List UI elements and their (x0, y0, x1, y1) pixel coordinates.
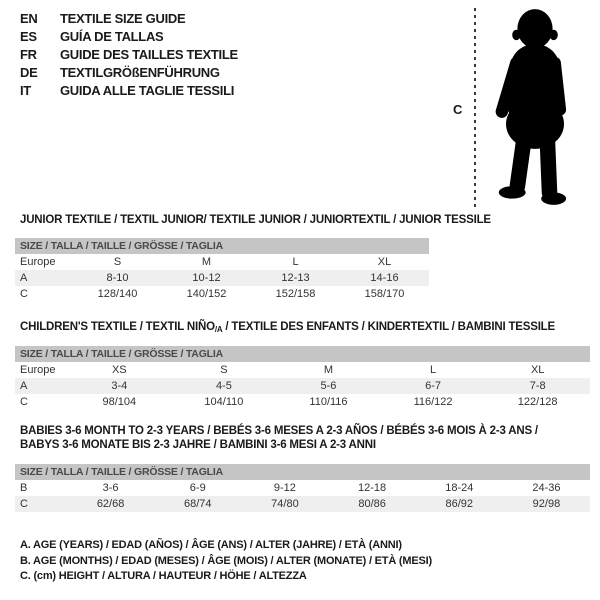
lang-code: EN (20, 11, 38, 26)
size-cell: XL (377, 256, 392, 268)
height-cell: 104/110 (204, 396, 244, 408)
size-cell: L (430, 364, 437, 376)
table-row-age-months (15, 480, 590, 496)
row-label: C (20, 288, 28, 300)
height-cell: 68/74 (183, 498, 212, 510)
junior-table-title: JUNIOR TEXTILE / TEXTIL JUNIOR/ TEXTILE JUNIOR / JUNIORTEXTIL / JUNIOR TESSILE (20, 214, 491, 226)
table-row-height (15, 394, 590, 410)
table-row-europe (15, 254, 429, 270)
size-cell: M (323, 364, 334, 376)
height-cell: 152/158 (275, 288, 316, 300)
table-row-age (15, 378, 590, 394)
babies-table-title (20, 425, 538, 452)
size-cell: S (113, 256, 122, 268)
age-cell: 9-12 (273, 482, 296, 494)
age-cell: 6-9 (189, 482, 206, 494)
age-cell: 3-4 (111, 380, 128, 392)
age-cell: 12-13 (281, 272, 310, 284)
table-row-age (15, 270, 429, 286)
lang-label: TEXTILE SIZE GUIDE (60, 11, 186, 26)
age-cell: 18-24 (445, 482, 474, 494)
lang-code: IT (20, 83, 31, 98)
size-header-bar: SIZE / TALLA / TAILLE / GRÖSSE / TAGLIA (15, 346, 590, 362)
height-measure-dotted-line (474, 8, 476, 207)
table-row-europe (15, 362, 590, 378)
height-cell: 122/128 (517, 396, 558, 408)
height-cell: 92/98 (532, 498, 561, 510)
children-title-text: / TEXTILE DES ENFANTS / KINDERTEXTIL / BAMBINI TESSILE (222, 321, 555, 333)
lang-code: FR (20, 47, 37, 62)
lang-row-fr (20, 46, 238, 64)
size-cell: XS (111, 364, 127, 376)
age-cell: 4-5 (215, 380, 232, 392)
children-table-title (20, 321, 555, 334)
age-cell: 3-6 (102, 482, 119, 494)
height-cell: 128/140 (97, 288, 138, 300)
lang-code: ES (20, 29, 37, 44)
language-legend (20, 10, 238, 100)
height-cell: 86/92 (445, 498, 474, 510)
age-cell: 8-10 (106, 272, 129, 284)
footnote-b: B. AGE (MONTHS) / EDAD (MESES) / ÂGE (MOIS) / ALTER (MONATE) / ETÀ (MESI) (20, 554, 432, 567)
table-row-height (15, 286, 429, 302)
table-row-height (15, 496, 590, 512)
height-cell: 158/170 (364, 288, 405, 300)
age-cell: 24-36 (532, 482, 561, 494)
age-cell: 6-7 (425, 380, 442, 392)
height-cell: 116/122 (413, 396, 453, 408)
footnote-a: A. AGE (YEARS) / EDAD (AÑOS) / ÂGE (ANS) / ALTER (JAHRE) / ETÀ (ANNI) (20, 539, 402, 551)
row-label: A (20, 272, 28, 284)
age-cell: 14-16 (370, 272, 399, 284)
children-table (15, 346, 590, 410)
age-cell: 7-8 (529, 380, 546, 392)
age-cell: 12-18 (358, 482, 387, 494)
height-cell: 80/86 (358, 498, 386, 510)
size-header-bar: SIZE / TALLA / TAILLE / GRÖSSE / TAGLIA (15, 238, 429, 254)
footnote-c: C. (cm) HEIGHT / ALTURA / HAUTEUR / HÖHE / ALTEZZA (20, 570, 307, 582)
babies-title-line2: BABYS 3-6 MONATE BIS 2-3 JAHRE / BAMBINI 3-6 MESI A 2-3 ANNI (20, 438, 376, 451)
height-cell: 74/80 (271, 498, 299, 510)
age-cell: 5-6 (320, 380, 337, 392)
row-label: Europe (20, 256, 56, 268)
height-cell: 62/68 (96, 498, 125, 510)
lang-row-de (20, 64, 238, 82)
row-label: C (20, 396, 28, 408)
lang-row-es (20, 28, 238, 46)
height-cell: 98/104 (102, 396, 137, 408)
lang-code: DE (20, 65, 38, 80)
age-cell: 10-12 (192, 272, 221, 284)
baby-silhouette-icon (482, 7, 588, 209)
babies-table (15, 464, 590, 512)
row-label: A (20, 380, 28, 392)
size-cell: S (220, 364, 228, 376)
babies-title-line1: BABIES 3-6 MONTH TO 2-3 YEARS / BEBÉS 3-6 MESES A 2-3 AÑOS / BÉBÉS 3-6 MOIS À 2-3 ANS / (20, 425, 538, 437)
size-cell: XL (530, 364, 545, 376)
lang-label: GUIDA ALLE TAGLIE TESSILI (60, 83, 235, 98)
size-cell: M (201, 256, 212, 268)
size-cell: L (292, 256, 299, 268)
lang-label: GUIDE DES TAILLES TEXTILE (60, 47, 238, 62)
row-label: B (20, 482, 28, 494)
lang-label: GUÍA DE TALLAS (60, 29, 164, 44)
children-title-sub: /A (214, 325, 223, 334)
row-label: C (20, 498, 28, 510)
children-title-text: CHILDREN'S TEXTILE / TEXTIL NIÑO (20, 321, 215, 333)
height-cell: 110/116 (309, 396, 348, 408)
footnotes (20, 538, 432, 585)
lang-label: TEXTILGRÖßENFÜHRUNG (60, 65, 220, 80)
junior-table (15, 238, 429, 302)
height-cell: 140/152 (186, 288, 227, 300)
lang-row-en (20, 10, 238, 28)
height-measure-label: C (453, 102, 463, 117)
row-label: Europe (20, 364, 56, 376)
size-header-bar: SIZE / TALLA / TAILLE / GRÖSSE / TAGLIA (15, 464, 590, 480)
lang-row-it (20, 82, 238, 100)
